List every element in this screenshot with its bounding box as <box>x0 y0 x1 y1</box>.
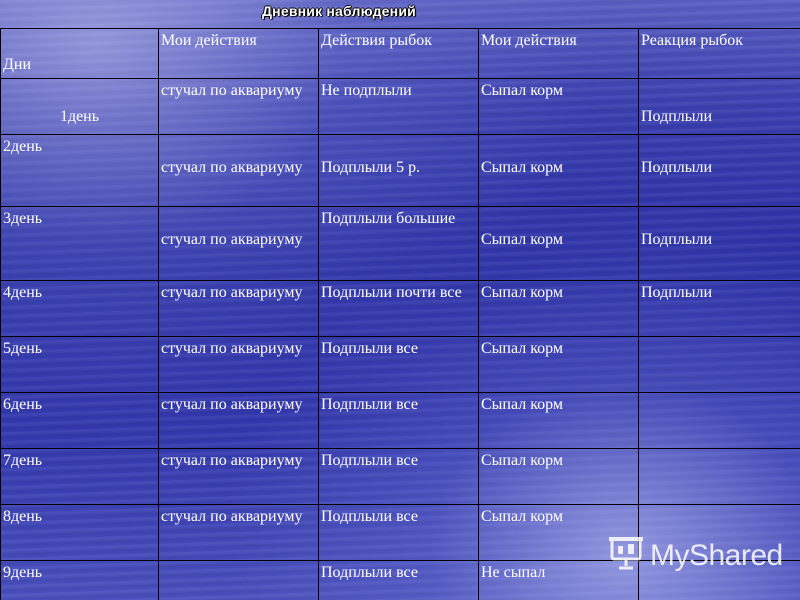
day-cell: 7день <box>1 449 159 505</box>
action2-cell: Сыпал корм <box>479 79 639 135</box>
observation-table <box>0 28 800 600</box>
reaction-cell: Подплыли <box>639 207 800 281</box>
header-fish-actions: Действия рыбок <box>319 29 479 79</box>
table-row <box>1 449 800 505</box>
reaction-cell: Подплыли <box>639 281 800 337</box>
table-header-row <box>1 29 800 79</box>
action2-cell: Сыпал корм <box>479 281 639 337</box>
fish-action-cell: Подплыли 5 р. <box>319 135 479 207</box>
day-cell: 3день <box>1 207 159 281</box>
fish-action-cell: Подплыли все <box>319 449 479 505</box>
day-cell: 4день <box>1 281 159 337</box>
table-row <box>1 281 800 337</box>
fish-action-cell: Подплыли все <box>319 505 479 561</box>
action-cell: стучал по аквариуму <box>159 505 319 561</box>
day-cell: 5день <box>1 337 159 393</box>
fish-action-cell: Подплыли все <box>319 561 479 600</box>
header-days: Дни <box>1 29 159 79</box>
reaction-cell: Подплыли <box>639 79 800 135</box>
fish-action-cell: Подплыли все <box>319 393 479 449</box>
fish-action-cell: Подплыли большие <box>319 207 479 281</box>
day-cell: 1день <box>1 79 159 135</box>
action-cell: стучал по аквариуму <box>159 79 319 135</box>
reaction-cell <box>639 393 800 449</box>
fish-action-cell: Не подплыли <box>319 79 479 135</box>
table-row <box>1 207 800 281</box>
action-cell: стучал по аквариуму <box>159 135 319 207</box>
table-row <box>1 79 800 135</box>
reaction-cell: Подплыли <box>639 135 800 207</box>
action2-cell: Сыпал корм <box>479 207 639 281</box>
action-cell: стучал по аквариуму <box>159 281 319 337</box>
action-cell <box>159 561 319 600</box>
action2-cell: Сыпал корм <box>479 393 639 449</box>
watermark-text: MyShared <box>650 538 783 572</box>
header-my-actions: Мои действия <box>159 29 319 79</box>
action-cell: стучал по аквариуму <box>159 207 319 281</box>
header-my-actions-2: Мои действия <box>479 29 639 79</box>
action-cell: стучал по аквариуму <box>159 393 319 449</box>
action2-cell: Сыпал корм <box>479 135 639 207</box>
table-row <box>1 393 800 449</box>
table-row <box>1 135 800 207</box>
reaction-cell <box>639 337 800 393</box>
fish-action-cell: Подплыли почти все <box>319 281 479 337</box>
presentation-board-icon <box>608 536 644 575</box>
fish-action-cell: Подплыли все <box>319 337 479 393</box>
day-cell: 8день <box>1 505 159 561</box>
table-row <box>1 337 800 393</box>
action2-cell: Не сыпал <box>479 561 639 600</box>
myshared-watermark <box>608 536 783 575</box>
action2-cell: Сыпал корм <box>479 449 639 505</box>
header-fish-reaction: Реакция рыбок <box>639 29 800 79</box>
day-cell: 9день <box>1 561 159 600</box>
reaction-cell <box>639 449 800 505</box>
day-cell: 6день <box>1 393 159 449</box>
action-cell: стучал по аквариуму <box>159 337 319 393</box>
action2-cell: Сыпал корм <box>479 337 639 393</box>
day-cell: 2день <box>1 135 159 207</box>
action2-cell: Сыпал корм <box>479 505 639 561</box>
page-title: Дневник наблюдений <box>262 3 416 19</box>
action-cell: стучал по аквариуму <box>159 449 319 505</box>
